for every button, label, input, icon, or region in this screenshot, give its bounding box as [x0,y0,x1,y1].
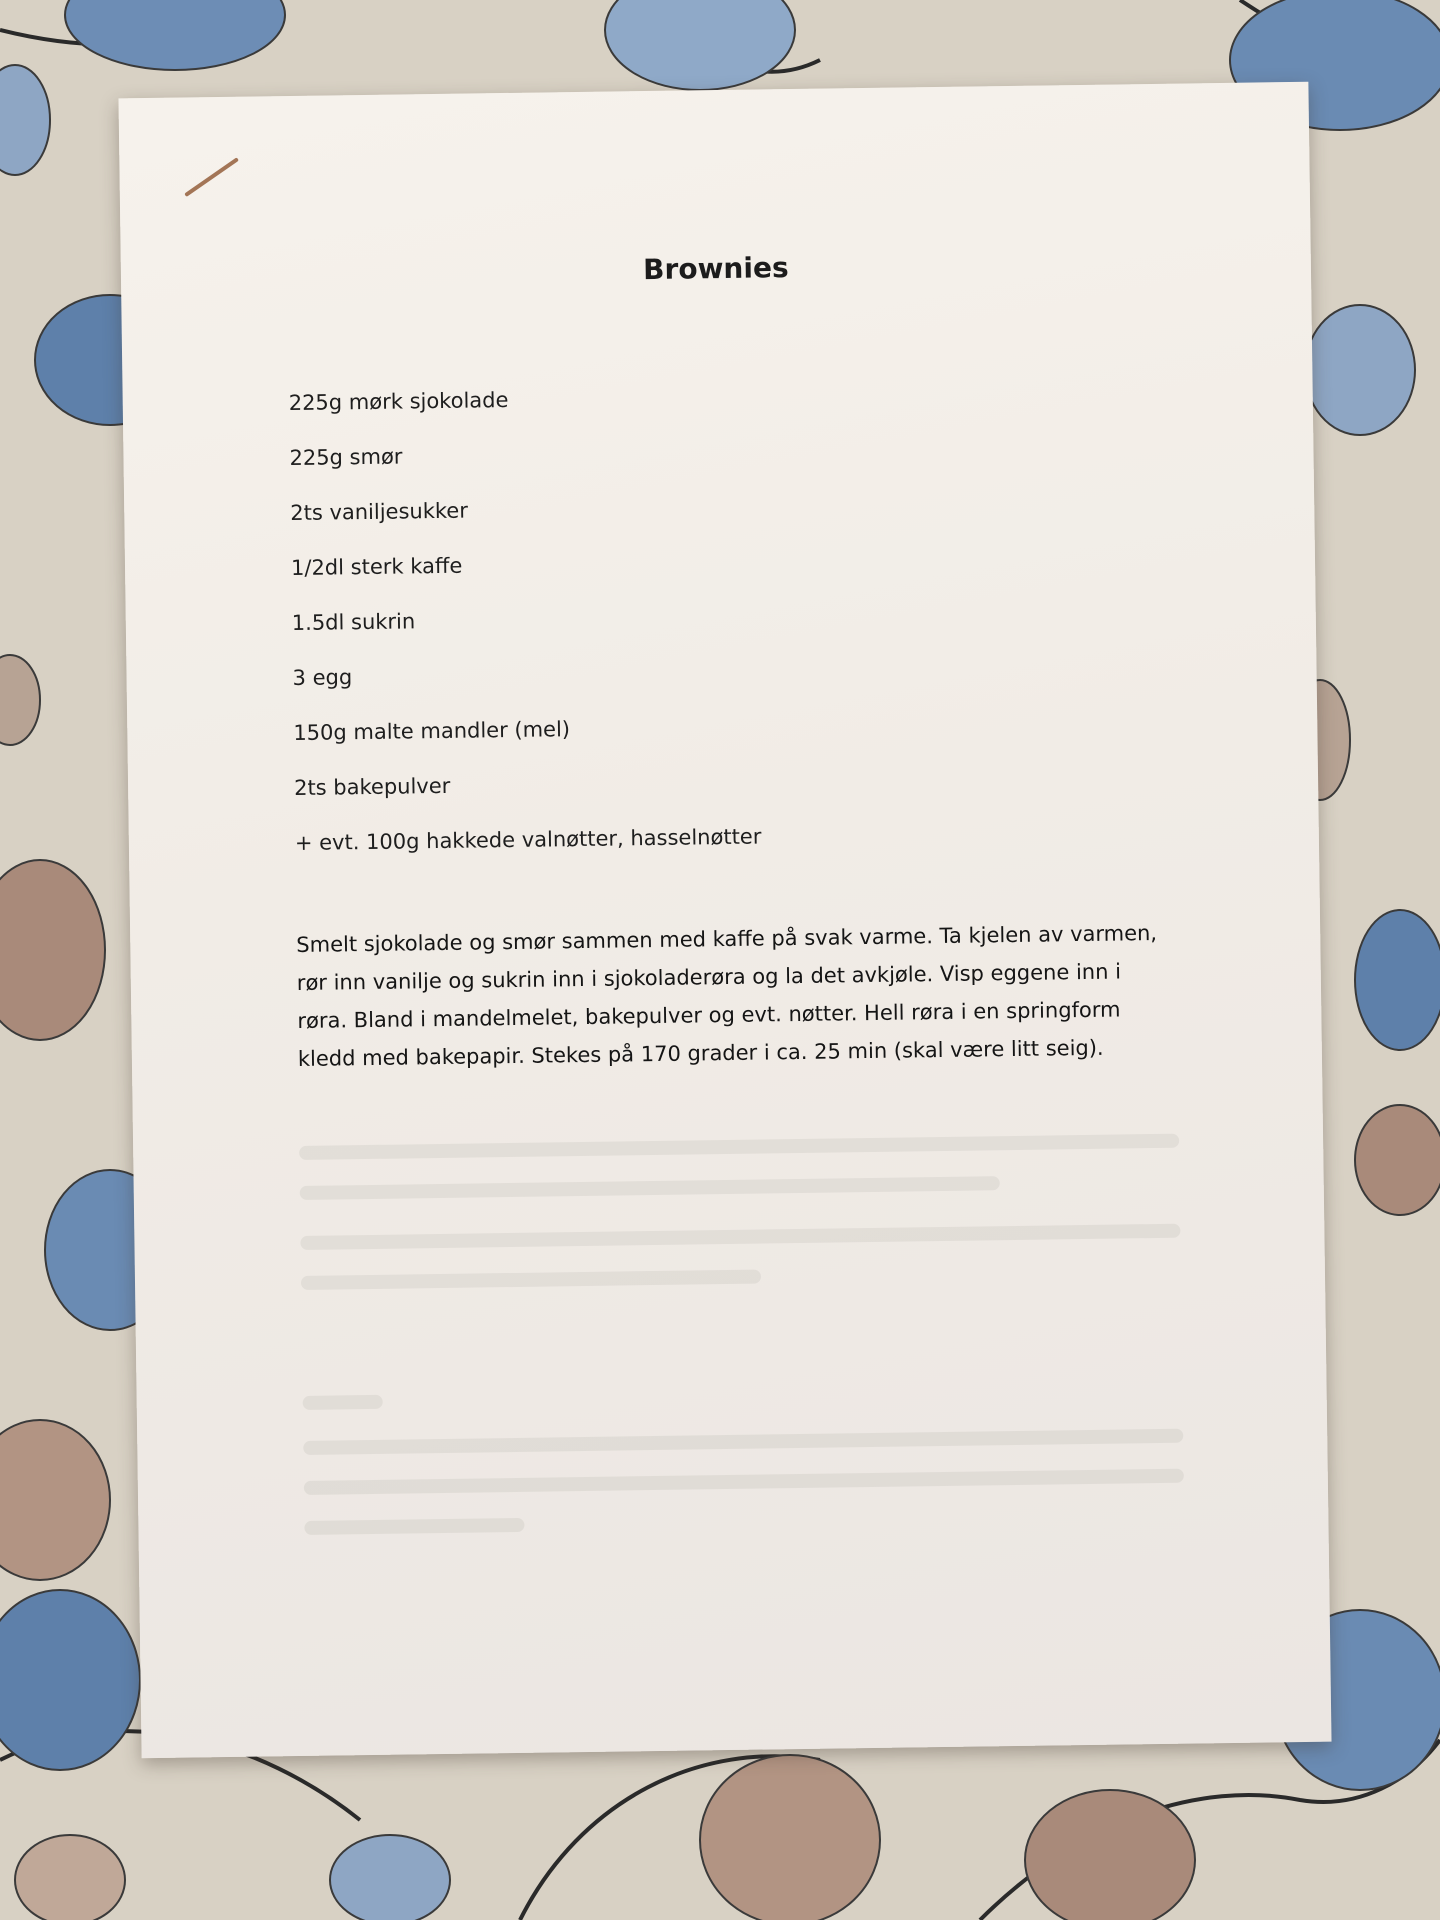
bleed-through-line [304,1518,524,1535]
ingredient-item: 225g mørk sjokolade [288,387,509,416]
staple [184,157,239,197]
ingredient-item: 3 egg [292,665,353,691]
bleed-through-line [300,1176,1000,1200]
ingredient-list [289,382,762,883]
ingredient-item: 1.5dl sukrin [291,609,416,636]
ingredient-item: 225g smør [289,444,403,471]
bleed-through-line [301,1270,761,1290]
ingredient-item: 150g malte mandler (mel) [293,717,571,746]
bleed-through-line [303,1429,1183,1455]
ingredient-item: + evt. 100g hakkede valnøtter, hasselnøtter [294,824,762,855]
bleed-through-line [300,1224,1180,1250]
ingredient-item: 2ts bakepulver [293,773,451,801]
recipe-sheet [118,82,1331,1758]
ingredient-item: 1/2dl sterk kaffe [290,553,463,581]
method-paragraph: Smelt sjokolade og smør sammen med kaffe på svak varme. Ta kjelen av varmen, rør inn vanilje og sukrin inn i sjokoladerøra og la det avkjøle. Visp eggene inn i røra. Bland i mandelmelet, bakepulver og evt. nøtter. Hell røra i en springform kledd med bakepapir. Stekes på 170 grader i ca. 25 min (skal være litt seig). [296,920,1158,1071]
ingredient-item: 2ts vaniljesukker [290,498,469,526]
bleed-through-line [304,1469,1184,1495]
bleed-through-line [299,1134,1179,1160]
bleed-through-line [303,1395,383,1410]
recipe-title: Brownies [642,251,789,287]
